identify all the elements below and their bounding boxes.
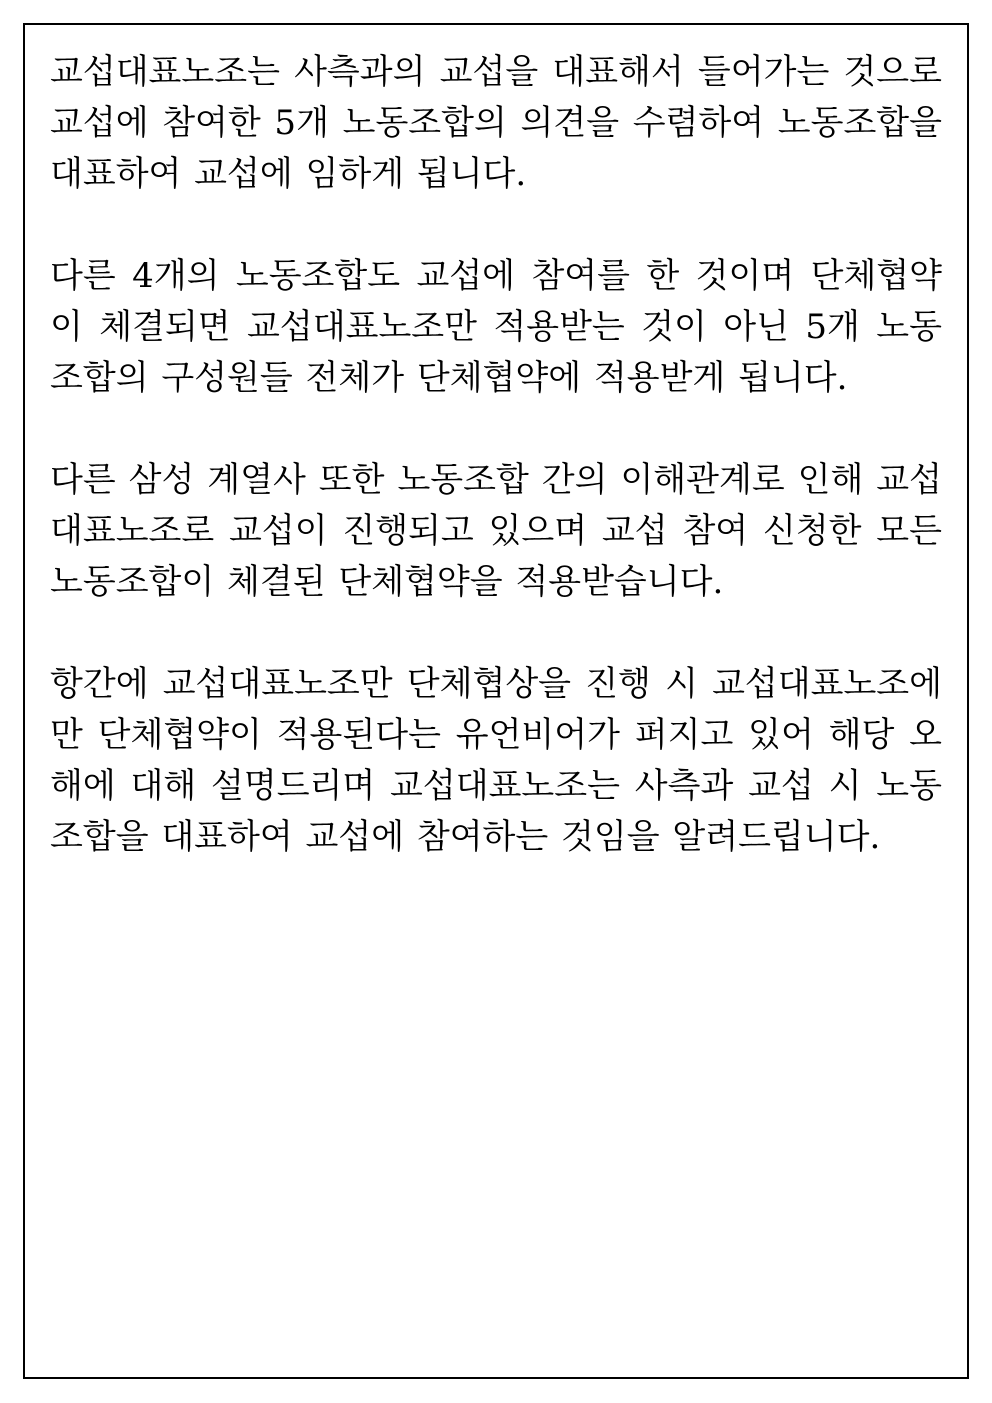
paragraph: 다른 삼성 계열사 또한 노동조합 간의 이해관계로 인해 교섭대표노조로 교섭이 진행되고 있으며 교섭 참여 신청한 모든 노동조합이 체결된 단체협약을 적용받습니다. (50, 460, 942, 602)
document-border-box (23, 23, 969, 1379)
paragraph: 항간에 교섭대표노조만 단체협상을 진행 시 교섭대표노조에만 단체협약이 적용된다는 유언비어가 퍼지고 있어 해당 오해에 대해 설명드리며 교섭대표노조는 사측과 교섭 시 노동조합을 대표하여 교섭에 참여하는 것임을 알려드립니다. (50, 664, 942, 857)
paragraph: 교섭대표노조는 사측과의 교섭을 대표해서 들어가는 것으로 교섭에 참여한 5개 노동조합의 의견을 수렴하여 노동조합을 대표하여 교섭에 임하게 됩니다. (50, 52, 942, 194)
paragraph: 다른 4개의 노동조합도 교섭에 참여를 한 것이며 단체협약이 체결되면 교섭대표노조만 적용받는 것이 아닌 5개 노동조합의 구성원들 전체가 단체협약에 적용받게 됩니다. (50, 256, 942, 398)
